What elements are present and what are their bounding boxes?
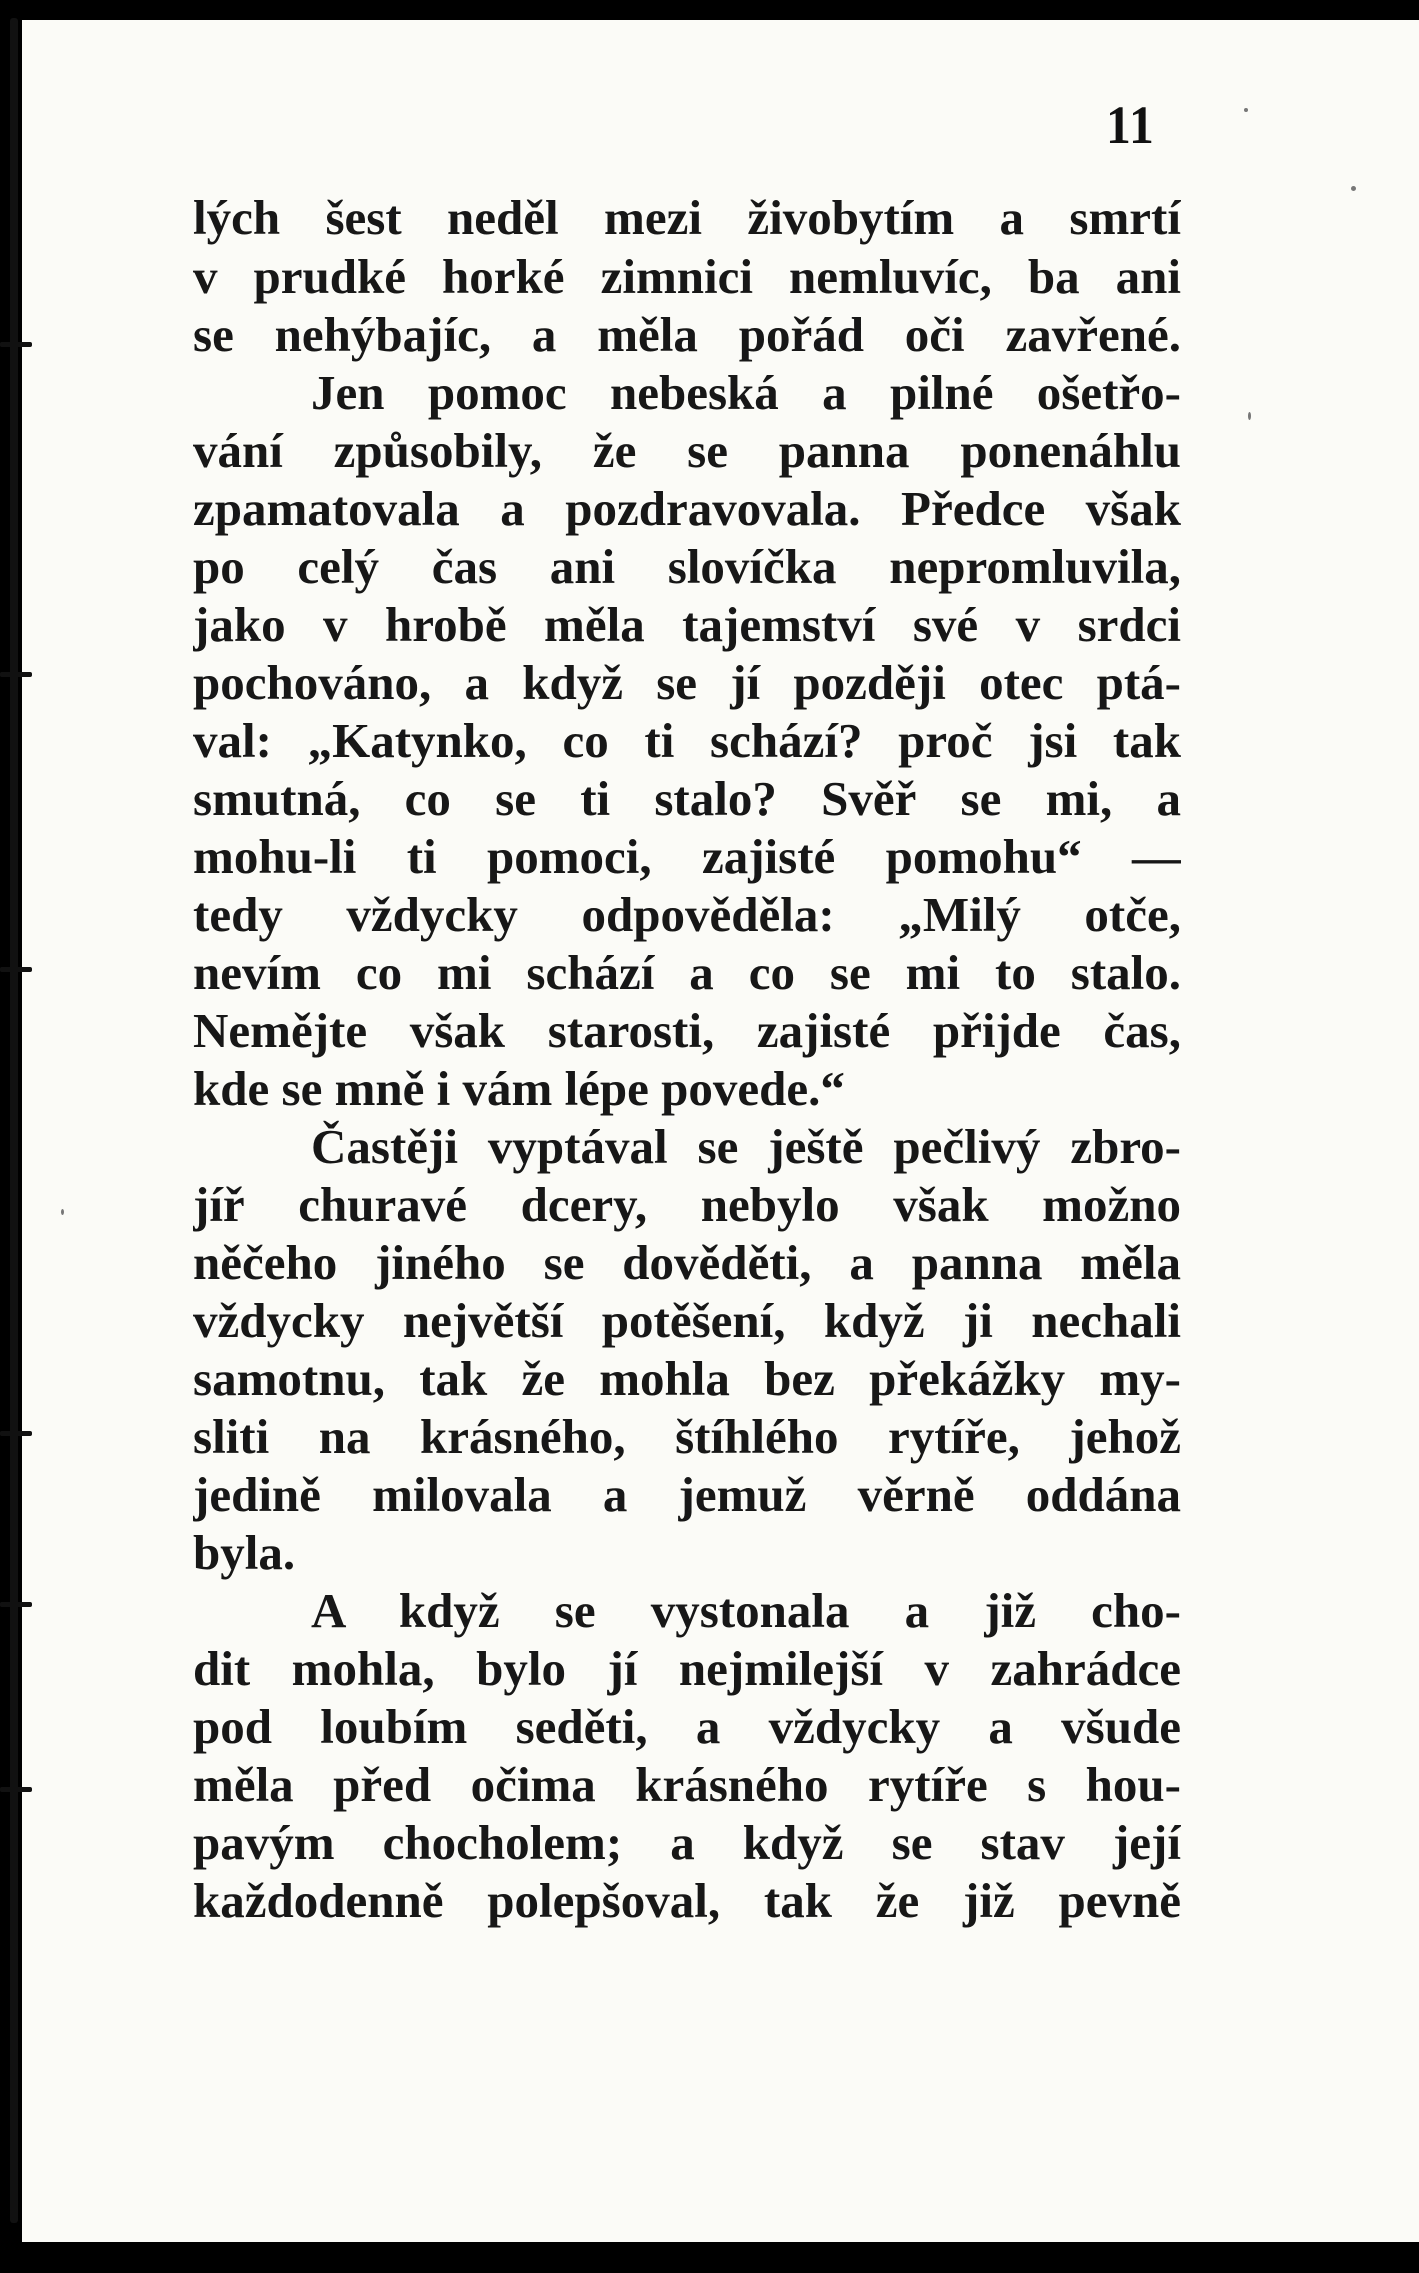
binding-mark [0, 1431, 32, 1436]
text-line: kde se mně i vám lépe povede.“ [193, 1061, 845, 1116]
text-line: Nemějte však starosti, zajisté přijde čas, [193, 1003, 1181, 1058]
text-line: po celý čas ani slovíčka nepromluvila, [193, 539, 1181, 594]
paper-speck [1351, 186, 1356, 191]
binding-edge [10, 18, 18, 2223]
text-line: pochováno, a když se jí později otec ptá- [193, 655, 1181, 710]
text-line: měla před očima krásného rytíře s hou- [193, 1757, 1181, 1812]
text-line: val: „Katynko, co ti schází? proč jsi tak [193, 713, 1181, 768]
text-line: lých šest neděl mezi živobytím a smrtí [193, 190, 1181, 245]
text-line: zpamatovala a pozdravovala. Předce však [193, 481, 1181, 536]
text-line: každodenně polepšoval, tak že již pevně [193, 1873, 1181, 1928]
binding-mark [0, 342, 32, 347]
paper-speck [1248, 412, 1251, 420]
text-line: samotnu, tak že mohla bez překážky my- [193, 1351, 1181, 1406]
binding-mark [0, 1602, 32, 1607]
page-number: 11 [1106, 95, 1155, 155]
text-line: nevím co mi schází a co se mi to stalo. [193, 945, 1181, 1000]
text-line: něčeho jiného se dověděti, a panna měla [193, 1235, 1181, 1290]
paper-speck [1244, 108, 1248, 112]
text-line: pavým chocholem; a když se stav její [193, 1815, 1181, 1870]
text-line: jedině milovala a jemuž věrně oddána [193, 1467, 1181, 1522]
text-line: Jen pomoc nebeská a pilné ošetřo- [311, 365, 1181, 420]
book-text [193, 190, 1181, 1931]
text-line: v prudké horké zimnici nemluvíc, ba ani [193, 249, 1181, 304]
text-line: mohu-li ti pomoci, zajisté pomohu“ — [193, 829, 1181, 884]
text-line: jíř churavé dcery, nebylo však možno [193, 1177, 1181, 1232]
binding-mark [0, 967, 32, 972]
text-line: byla. [193, 1525, 296, 1580]
text-line: sliti na krásného, štíhlého rytíře, jehož [193, 1409, 1181, 1464]
paper-speck [61, 1209, 64, 1215]
text-line: dit mohla, bylo jí nejmilejší v zahrádce [193, 1641, 1181, 1696]
text-line: jako v hrobě měla tajemství své v srdci [193, 597, 1181, 652]
text-line: vání způsobily, že se panna ponenáhlu [193, 423, 1181, 478]
text-line: vždycky největší potěšení, když ji nechali [193, 1293, 1181, 1348]
text-line: pod loubím seděti, a vždycky a všude [193, 1699, 1181, 1754]
binding-mark [0, 672, 32, 677]
text-line: smutná, co se ti stalo? Svěř se mi, a [193, 771, 1181, 826]
text-line: se nehýbajíc, a měla pořád oči zavřené. [193, 307, 1181, 362]
text-line: A když se vystonala a již cho- [311, 1583, 1181, 1638]
text-line: tedy vždycky odpověděla: „Milý otče, [193, 887, 1181, 942]
text-line: Častěji vyptával se ještě pečlivý zbro- [311, 1119, 1181, 1174]
binding-mark [0, 1787, 32, 1792]
